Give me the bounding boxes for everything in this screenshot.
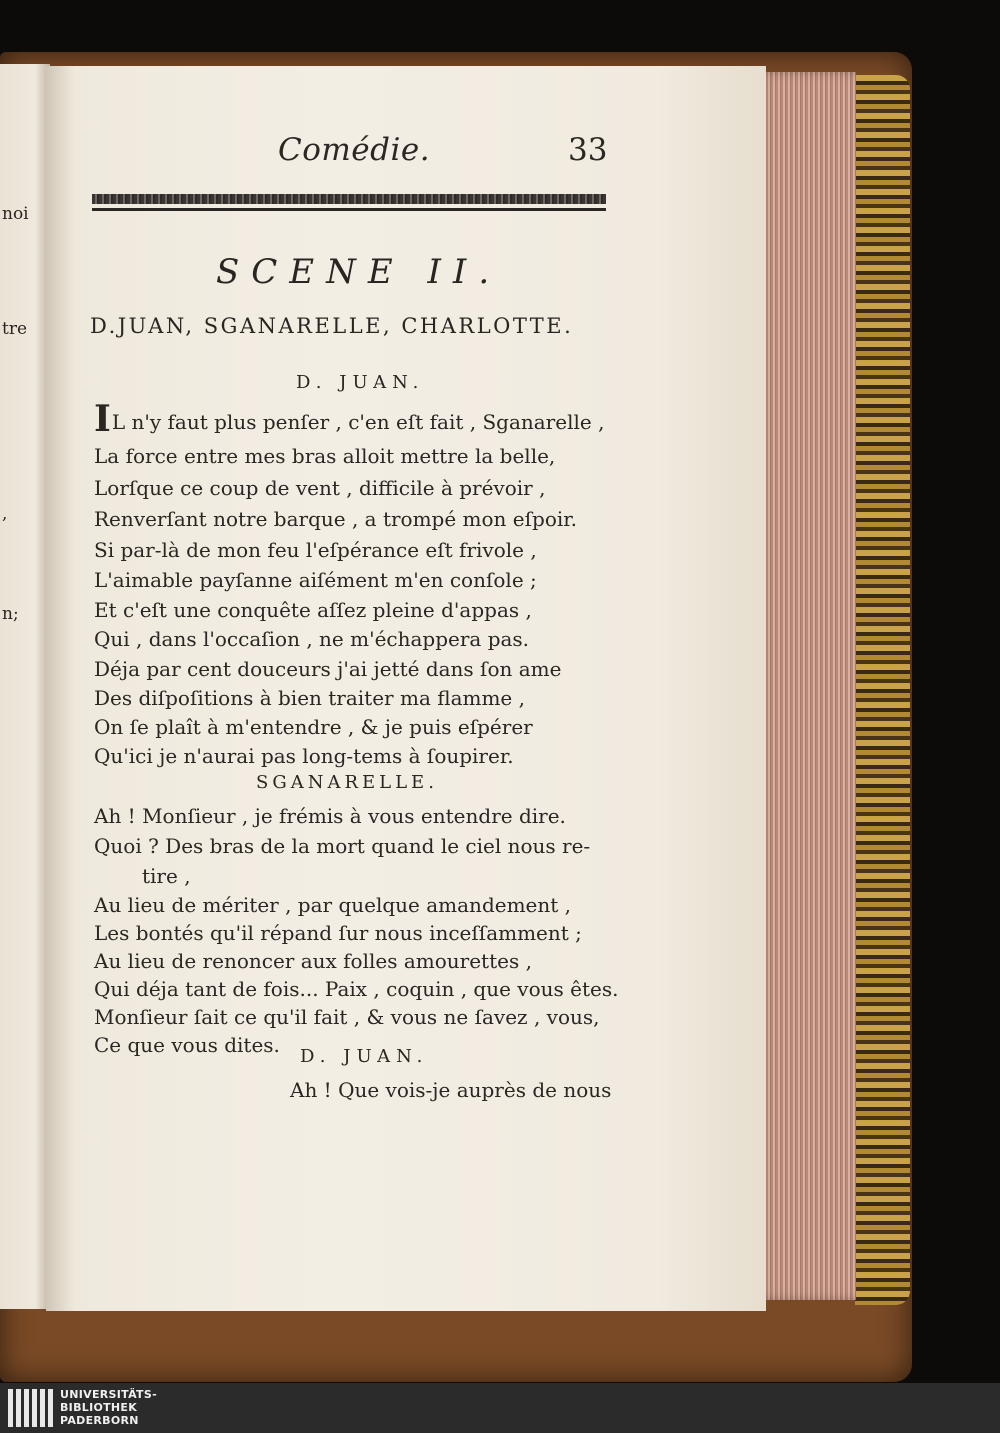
verse-line: Les bontés qu'il répand ſur nous inceſſamment ; bbox=[94, 921, 582, 945]
verse-line: Au lieu de mériter , par quelque amandement , bbox=[94, 893, 572, 917]
page-block-edges bbox=[756, 72, 856, 1300]
verse-line: Qui déja tant de fois... Paix , coquin , que vous êtes. bbox=[94, 977, 619, 1001]
library-name: UNIVERSITÄTS- BIBLIOTHEK PADERBORN bbox=[60, 1388, 157, 1427]
verse-line: Qu'ici je n'aurai pas long-tems à ſoupirer. bbox=[94, 744, 514, 768]
header-rule bbox=[92, 208, 606, 211]
left-page bbox=[0, 64, 50, 1309]
verse-line: Des diſpoſitions à bien traiter ma flamme , bbox=[94, 686, 525, 710]
verse-line: Ce que vous dites. bbox=[94, 1033, 280, 1057]
verse-line: Monſieur ſait ce qu'il fait , & vous ne ſavez , vous, bbox=[94, 1005, 600, 1029]
page-header bbox=[46, 132, 766, 172]
speaker-name: D. JUAN. bbox=[300, 1046, 429, 1067]
verse-line: Déja par cent douceurs j'ai jetté dans ſon ame bbox=[94, 657, 562, 681]
speaker-name: SGANARELLE. bbox=[256, 772, 438, 793]
running-head: Comédie. bbox=[278, 132, 431, 168]
verse-line: Au lieu de renoncer aux folles amourettes , bbox=[94, 949, 532, 973]
left-fragment: noi bbox=[2, 204, 29, 224]
verse-line: Ah ! Monſieur , je frémis à vous entendre dire. bbox=[94, 804, 566, 828]
verse-line: L'aimable payſanne aiſément m'en conſole ; bbox=[94, 568, 537, 592]
verse-line: Quoi ? Des bras de la mort quand le ciel nous re- bbox=[94, 834, 591, 858]
speaker-name: D. JUAN. bbox=[296, 372, 425, 393]
character-list: D.JUAN, SGANARELLE, CHARLOTTE. bbox=[90, 314, 574, 338]
verse-line: Si par-là de mon feu l'eſpérance eſt frivole , bbox=[94, 538, 537, 562]
gilt-binding-edge bbox=[855, 75, 910, 1305]
footer-bar bbox=[0, 1383, 1000, 1433]
ornamental-rule bbox=[92, 194, 606, 204]
verse-line: Renverſant notre barque , a trompé mon eſpoir. bbox=[94, 507, 577, 531]
verse-line: Et c'eſt une conquête aſſez pleine d'appas , bbox=[94, 598, 532, 622]
page-number: 33 bbox=[568, 132, 608, 168]
verse-line: Ah ! Que vois-je auprès de nous bbox=[290, 1078, 612, 1102]
library-logo-icon bbox=[8, 1389, 53, 1427]
left-fragment: n; bbox=[2, 604, 19, 624]
left-fragment: tre bbox=[2, 319, 28, 339]
scene-title: SCENE II. bbox=[216, 252, 502, 292]
verse-line: IL n'y faut plus penſer , c'en eſt fait , Sganarelle , bbox=[94, 398, 605, 440]
right-page bbox=[46, 66, 766, 1311]
verse-line: Qui , dans l'occaſion , ne m'échappera pas. bbox=[94, 627, 530, 651]
left-fragment: , bbox=[2, 504, 8, 524]
verse-line: Lorſque ce coup de vent , difficile à prévoir , bbox=[94, 476, 546, 500]
verse-line: On ſe plaît à m'entendre , & je puis eſpérer bbox=[94, 715, 533, 739]
verse-line: La force entre mes bras alloit mettre la belle, bbox=[94, 444, 556, 468]
verse-line: tire , bbox=[142, 864, 191, 888]
